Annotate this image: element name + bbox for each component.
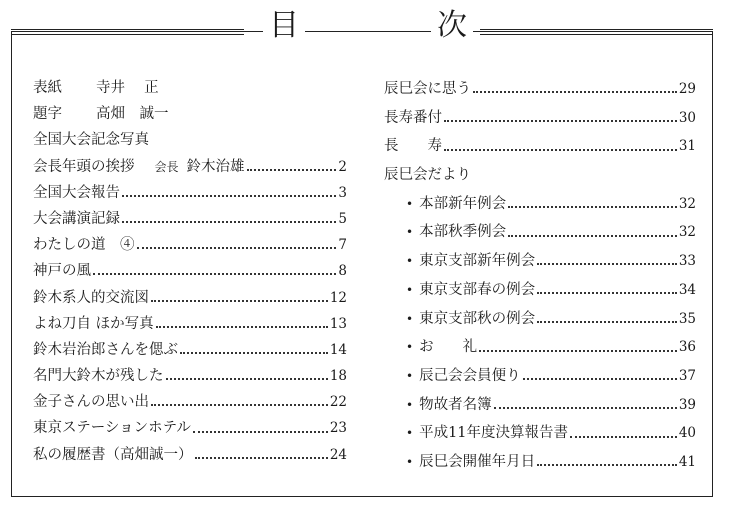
- bullet-icon: •: [406, 397, 414, 412]
- leader-dots: [508, 206, 677, 208]
- credit-name: 高畑 誠一: [96, 106, 169, 123]
- toc-entry-label: 全国大会報告: [33, 184, 120, 201]
- toc-page-number: 8: [338, 263, 347, 280]
- bullet-icon: •: [406, 225, 414, 240]
- toc-left-column: [33, 75, 347, 468]
- leader-dots: [444, 149, 677, 151]
- photo-heading: [33, 127, 347, 153]
- toc-page-number: 18: [329, 368, 347, 385]
- leader-dots: [473, 91, 677, 93]
- leader-dots: [151, 300, 328, 302]
- credit-cover: [33, 75, 347, 101]
- toc-entry-label: 東京支部秋の例会: [419, 310, 536, 327]
- credit-label: 表紙: [33, 80, 62, 96]
- toc-entry-label: 辰巳会に思う: [384, 81, 471, 97]
- bullet-icon: •: [406, 196, 414, 211]
- toc-entry[interactable]: [384, 190, 696, 219]
- section-heading-label[interactable]: 辰巳会だより: [384, 167, 471, 184]
- title-rule-left: [11, 29, 244, 35]
- toc-entry-label: 鈴木岩治郎さんを偲ぶ: [33, 341, 178, 358]
- bullet-icon: •: [406, 368, 414, 383]
- leader-dots: [180, 352, 328, 354]
- toc-page-number: 22: [329, 394, 347, 411]
- leader-dots: [508, 235, 677, 237]
- toc-entry-label: 神戸の風: [33, 263, 91, 280]
- toc-entry[interactable]: [33, 415, 347, 441]
- leader-dots: [137, 247, 337, 249]
- page-title-char-1: 目: [263, 6, 305, 46]
- title-row: [11, 0, 713, 62]
- bullet-icon: •: [406, 454, 414, 469]
- leader-dots: [537, 263, 677, 265]
- leader-dots: [444, 120, 677, 122]
- bullet-icon: •: [406, 282, 414, 297]
- toc-page-number: 3: [338, 184, 347, 201]
- leader-dots: [523, 378, 677, 380]
- toc-page-number: 41: [678, 453, 696, 470]
- leader-dots: [247, 169, 337, 171]
- toc-page-number: 33: [678, 253, 696, 270]
- bullet-icon: •: [406, 340, 414, 355]
- toc-entry-label: わたしの道 ④: [33, 237, 135, 254]
- toc-entry-label: 本部秋季例会: [419, 224, 507, 241]
- leader-dots: [195, 457, 328, 459]
- toc-entry-label: 平成11年度決算報告書: [419, 425, 569, 442]
- leader-dots: [537, 464, 677, 466]
- toc-entry[interactable]: [33, 180, 347, 206]
- toc-page-number: 29: [678, 81, 696, 97]
- toc-entry[interactable]: [384, 132, 696, 161]
- toc-page-number: 39: [678, 396, 696, 413]
- toc-page-number: 31: [678, 138, 696, 155]
- toc-entry[interactable]: [33, 232, 347, 258]
- toc-entry[interactable]: [33, 442, 347, 468]
- toc-entry-label: 私の履歴書（高畑誠一）: [33, 446, 193, 463]
- toc-entry-label: 東京ステーションホテル: [33, 420, 191, 437]
- toc-entry-label: 東京支部春の例会: [419, 281, 536, 298]
- toc-entry-label: 辰己会会員便り: [419, 367, 521, 384]
- toc-entry[interactable]: [384, 75, 696, 104]
- toc-page-number: 30: [678, 109, 696, 126]
- toc-page-number: 32: [678, 224, 696, 241]
- leader-dots: [494, 407, 677, 409]
- leader-dots: [537, 321, 677, 323]
- toc-entry[interactable]: [33, 285, 347, 311]
- leader-dots: [166, 378, 328, 380]
- toc-entry-greeting[interactable]: [33, 154, 347, 180]
- credit-name: 寺井 正: [96, 80, 159, 96]
- toc-entry[interactable]: [33, 389, 347, 415]
- toc-entry[interactable]: [33, 311, 347, 337]
- title-rule-right: [480, 29, 713, 35]
- toc-entry[interactable]: [384, 247, 696, 276]
- toc-entry[interactable]: [33, 206, 347, 232]
- toc-entry[interactable]: [384, 276, 696, 305]
- leader-dots: [570, 436, 677, 438]
- toc-entry[interactable]: [384, 333, 696, 362]
- toc-entry[interactable]: [384, 448, 696, 477]
- toc-entry[interactable]: [33, 363, 347, 389]
- toc-entry-label: 金子さんの思い出: [33, 394, 149, 411]
- bullet-icon: •: [406, 426, 414, 441]
- toc-page-number: 23: [329, 420, 347, 437]
- toc-entry[interactable]: [384, 362, 696, 391]
- toc-entry[interactable]: [384, 391, 696, 420]
- bullet-icon: •: [406, 254, 414, 269]
- toc-entry-label: 会長年頭の挨拶: [33, 158, 135, 175]
- toc-entry[interactable]: [384, 305, 696, 334]
- leader-dots: [122, 195, 336, 197]
- page-title-char-2: 次: [431, 6, 473, 46]
- toc-entry-label: 長 寿: [384, 138, 442, 155]
- toc-entry-label: お 礼: [419, 339, 478, 356]
- author-name: 鈴木治雄: [186, 158, 245, 175]
- toc-entry-label: 辰巳会開催年月日: [419, 453, 536, 470]
- toc-entry-label: 鈴木系人的交流図: [33, 289, 149, 306]
- leader-dots: [93, 273, 336, 275]
- leader-dots: [151, 404, 328, 406]
- toc-page-number: 12: [329, 289, 347, 306]
- toc-page-number: 35: [678, 310, 696, 327]
- toc-entry-label: 本部新年例会: [419, 195, 507, 212]
- toc-entry[interactable]: [384, 419, 696, 448]
- toc-entry-label: 大会講演記録: [33, 210, 120, 227]
- toc-right-column: [384, 75, 696, 477]
- toc-entry-label: 長寿番付: [384, 109, 442, 126]
- leader-dots: [537, 292, 677, 294]
- toc-page-number: 24: [329, 446, 347, 463]
- leader-dots: [193, 431, 328, 433]
- toc-entry[interactable]: [33, 258, 347, 284]
- leader-dots: [156, 326, 328, 328]
- toc-entry-label: よね刀自 ほか写真: [33, 315, 154, 332]
- toc-page-number: 32: [678, 195, 696, 212]
- toc-page-number: 34: [678, 281, 696, 298]
- toc-page-number: 2: [338, 158, 347, 175]
- credit-calligraphy: [33, 101, 347, 127]
- bullet-icon: •: [406, 311, 414, 326]
- toc-entry[interactable]: [384, 218, 696, 247]
- toc-entry-label: 物故者名簿: [419, 396, 492, 413]
- leader-dots: [122, 221, 336, 223]
- leader-dots: [479, 350, 677, 352]
- photo-heading-label[interactable]: 全国大会記念写真: [33, 132, 149, 149]
- credit-label: 題字: [33, 106, 62, 123]
- toc-page-number: 13: [329, 315, 347, 332]
- toc-page-number: 36: [678, 339, 696, 356]
- toc-page-number: 37: [678, 367, 696, 384]
- toc-entry-label: 名門大鈴木が残した: [33, 368, 164, 385]
- toc-entry-label: 東京支部新年例会: [419, 253, 536, 270]
- toc-entry[interactable]: [384, 104, 696, 133]
- toc-page-number: 40: [678, 425, 696, 442]
- toc-page-number: 7: [338, 237, 347, 254]
- author-role: 会長: [154, 159, 179, 174]
- toc-entry[interactable]: [33, 337, 347, 363]
- toc-page-number: 14: [329, 341, 347, 358]
- section-heading: [384, 161, 696, 190]
- toc-page-number: 5: [338, 210, 347, 227]
